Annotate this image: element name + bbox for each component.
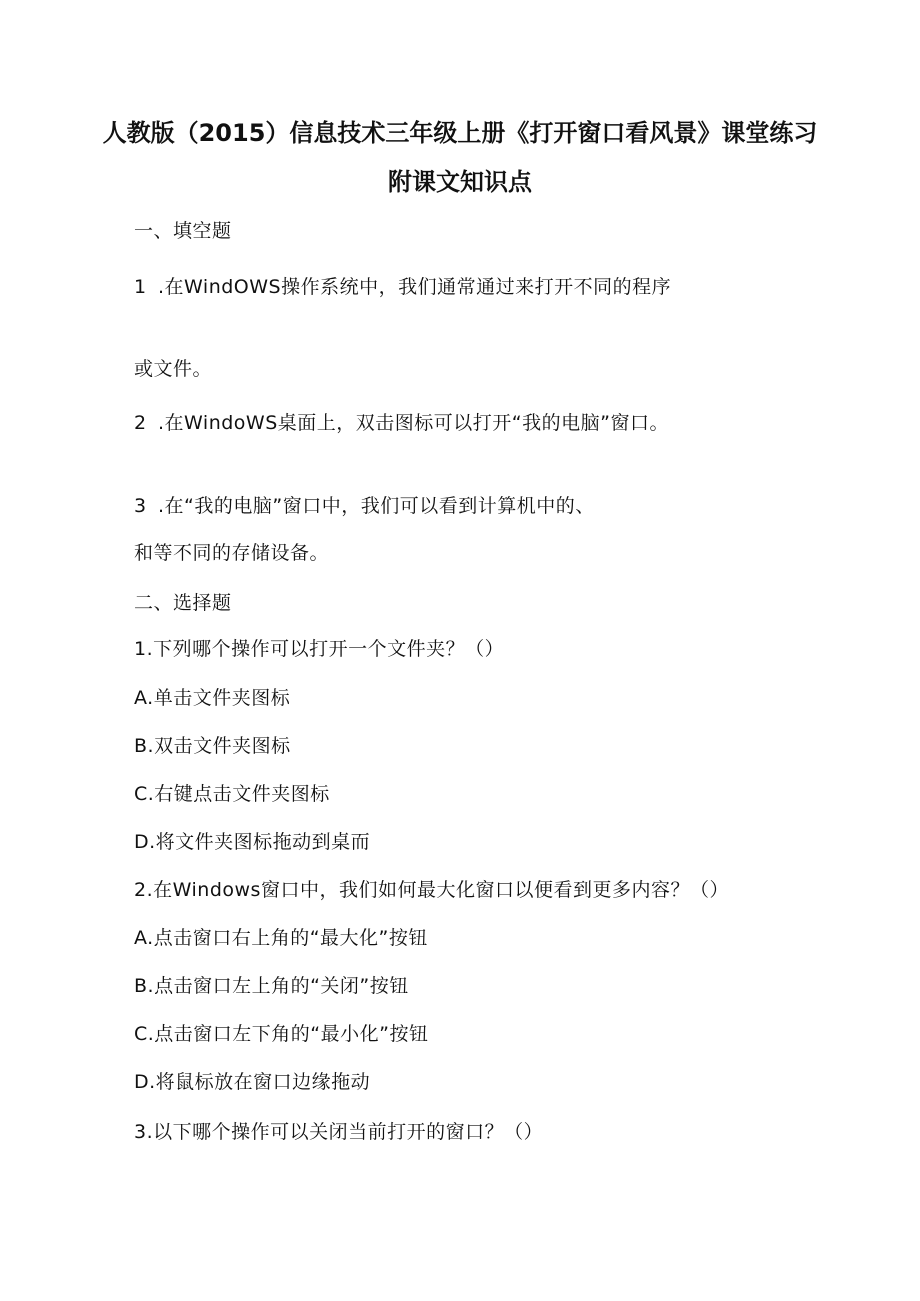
choice-question-2-option-a: A.点击窗口右上角的“最大化”按钮 [134,927,428,949]
section-heading-multiple-choice: 二、选择题 [134,592,232,614]
question-text: .在WindoWS桌面上，双击图标可以打开“我的电脑”窗口。 [158,412,669,434]
choice-question-2: 2.在Windows窗口中，我们如何最大化窗口以便看到更多内容？（） [134,879,729,901]
choice-question-2-option-b: B.点击窗口左上角的“关闭”按钮 [134,975,409,997]
section-heading-fill-blank: 一、填空题 [134,220,232,242]
document-title-line1: 人教版（2015）信息技术三年级上册《打开窗口看风景》课堂练习 [102,119,818,147]
fill-question-2 [134,410,669,436]
choice-question-1-option-d: D.将文件夹图标拖动到桌而 [134,831,371,853]
choice-question-1-option-a: A.单击文件夹图标 [134,687,291,709]
question-number: 3 [134,495,147,517]
choice-question-2-option-d: D.将鼠标放在窗口边缘拖动 [134,1071,371,1093]
question-number: 1 [134,276,147,298]
question-text: .在“我的电脑”窗口中，我们可以看到计算机中的、 [158,495,595,517]
fill-question-1-continued: 或文件。 [134,358,213,380]
fill-question-1 [134,274,671,300]
fill-question-3-continued: 和等不同的存储设备。 [134,542,330,564]
question-text: .在WindOWS操作系统中，我们通常通过来打开不同的程序 [158,276,672,298]
document-title-line2: 附课文知识点 [388,168,532,196]
choice-question-1-option-b: B.双击文件夹图标 [134,735,291,757]
choice-question-1: 1.下列哪个操作可以打开一个文件夹？（） [134,638,505,660]
question-number: 2 [134,412,147,434]
choice-question-3: 3.以下哪个操作可以关闭当前打开的窗口？（） [134,1121,544,1143]
fill-question-3 [134,493,595,519]
choice-question-2-option-c: C.点击窗口左下角的“最小化”按钮 [134,1023,429,1045]
choice-question-1-option-c: C.右键点击文件夹图标 [134,783,330,805]
